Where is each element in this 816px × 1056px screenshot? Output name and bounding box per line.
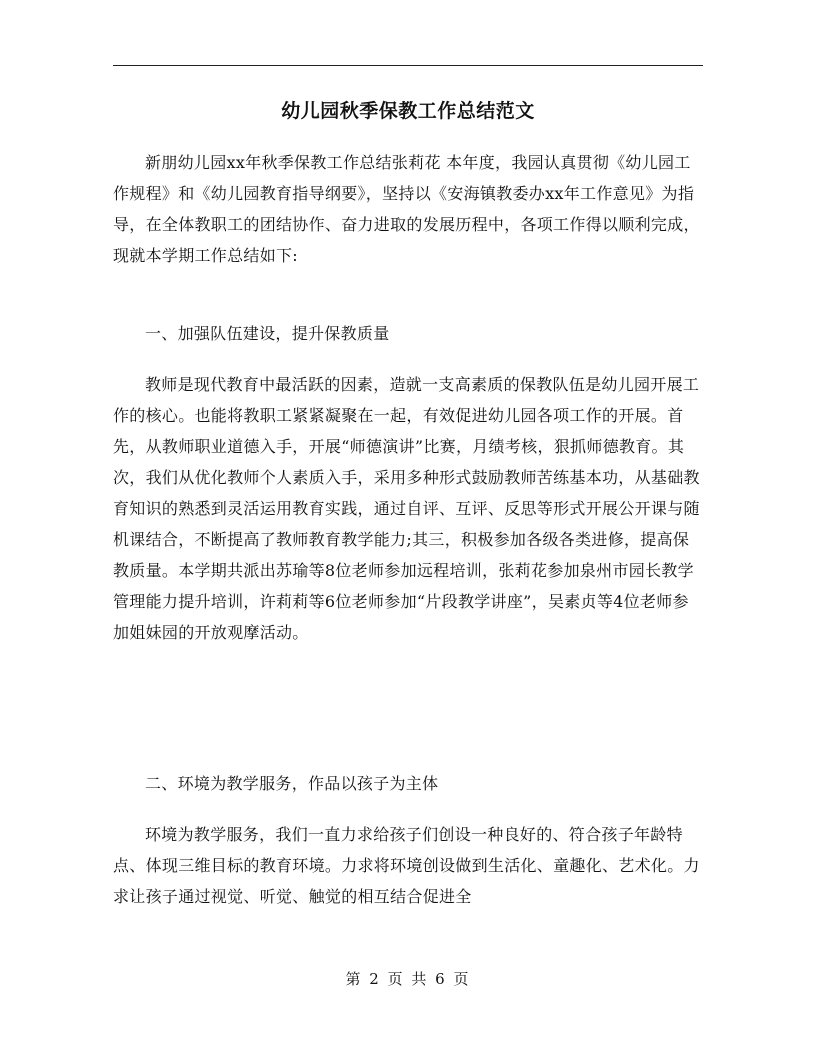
section-heading-2: 二、环境为教学服务，作品以孩子为主体 — [145, 774, 439, 793]
paragraph-section-2: 环境为教学服务，我们一直力求给孩子们创设一种良好的、符合孩子年龄特点、体现三维目标的教育环境。力求将环境创设做到生活化、童趣化、艺术化。力求让孩子通过视觉、听觉、触觉的相互结合促进全 — [113, 825, 700, 906]
page-number: 第 2 页 共 6 页 — [345, 970, 471, 988]
paragraph-intro: 新朋幼儿园xx年秋季保教工作总结张莉花 本年度，我园认真贯彻《幼儿园工作规程》和《幼儿园教育指导纲要》，坚持以《安海镇教委办xx年工作意见》为指导，在全体教职工的团结协作、奋力进取的发展历程中，各项工作得以顺利完成，现就本学期工作总结如下: — [113, 153, 700, 265]
document-title: 幼儿园秋季保教工作总结范文 — [281, 100, 535, 122]
header-rule — [113, 65, 703, 66]
section-heading-1: 一、加强队伍建设，提升保教质量 — [145, 324, 390, 343]
paragraph-section-1: 教师是现代教育中最活跃的因素，造就一支高素质的保教队伍是幼儿园开展工作的核心。也能将教职工紧紧凝聚在一起，有效促进幼儿园各项工作的开展。首先，从教师职业道德入手，开展“师德演讲”比赛，月绩考核，狠抓师德教育。其次，我们从优化教师个人素质入手，采用多种形式鼓励教师苦练基本功，从基础教育知识的熟悉到灵活运用教育实践，通过自评、互评、反思等形式开展公开课与随机课结合，不断提高了教师教育教学能力;其三，积极参加各级各类进修，提高保教质量。本学期共派出苏瑜等8位老师参加远程培训，张莉花参加泉州市园长教学管理能力提升培训，许莉莉等6位老师参加“片段教学讲座”，吴素贞等4位老师参加姐妹园的开放观摩活动。 — [113, 375, 700, 642]
